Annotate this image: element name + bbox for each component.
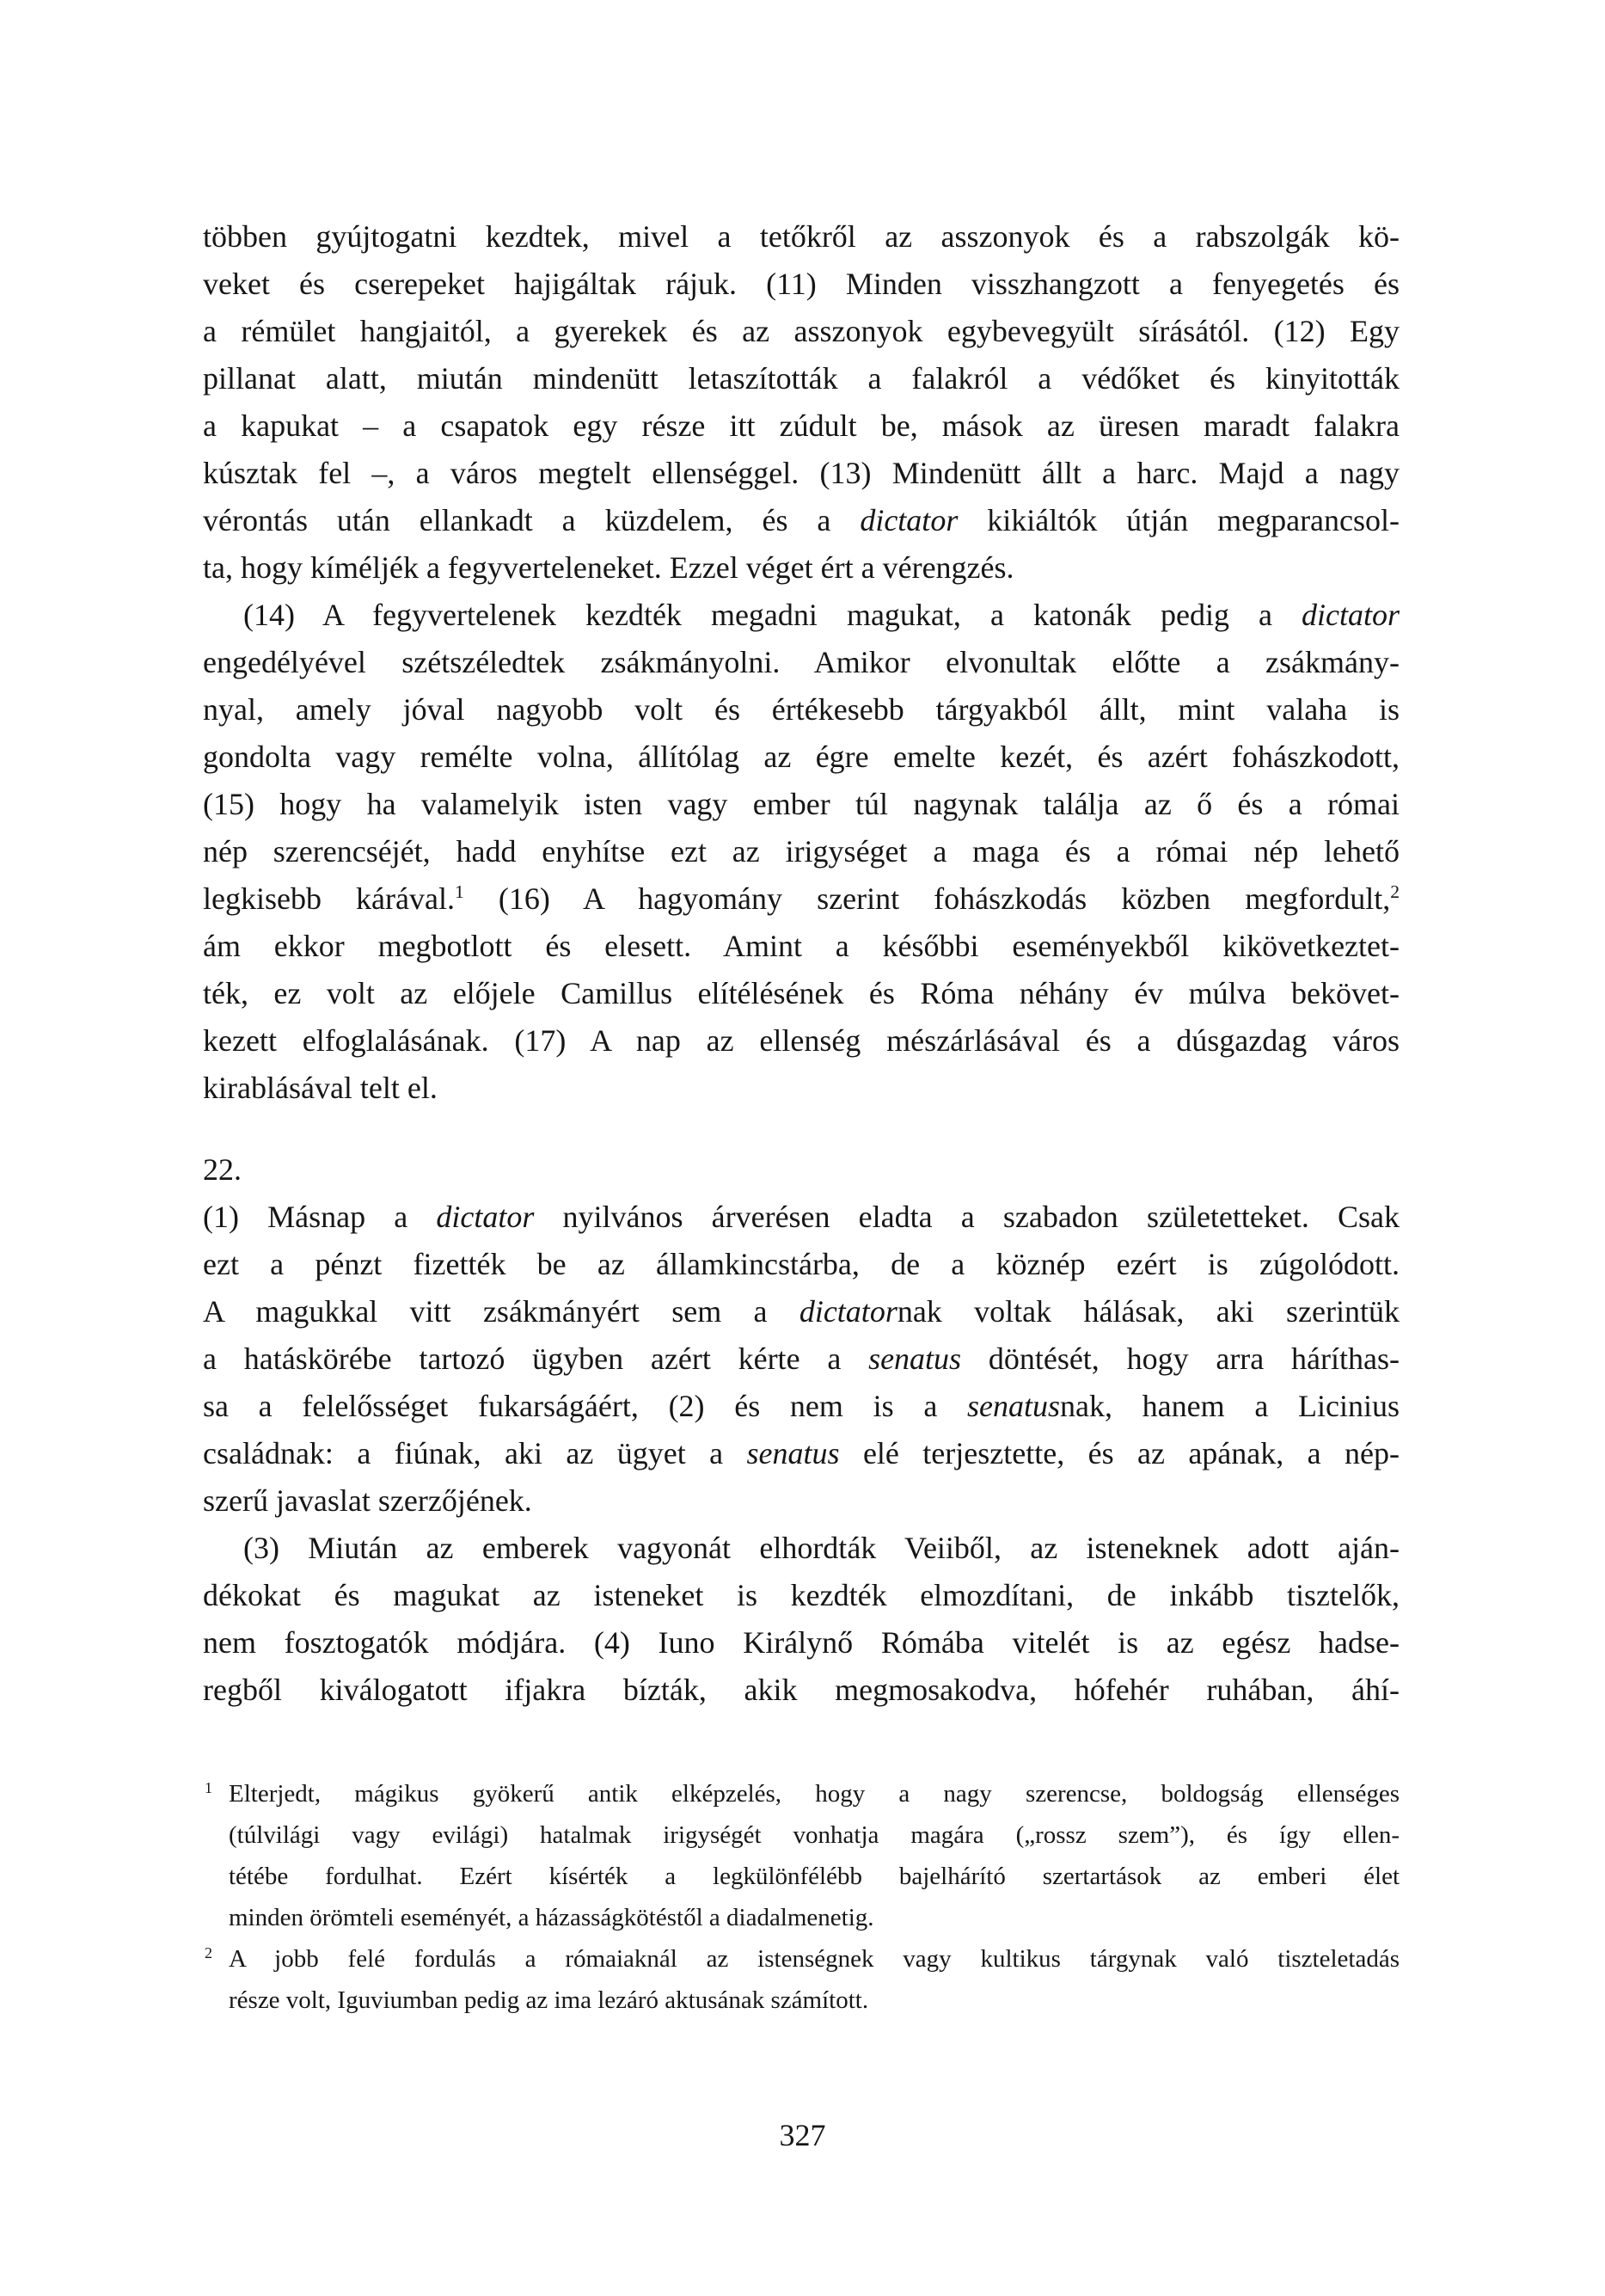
text-line	[203, 1572, 1400, 1619]
footnote-number: 2	[205, 1944, 212, 1961]
text-run: vérontás után ellankadt a küzdelem, és a	[203, 503, 861, 537]
italic-term: dictator	[1302, 598, 1400, 632]
footnote-reference: 1	[455, 881, 464, 902]
italic-term: senatus	[868, 1341, 962, 1376]
text-run: sa a felelősséget fukarságáért, (2) és nem is a	[203, 1389, 967, 1423]
footnote-number: 1	[205, 1779, 212, 1796]
footnotes-block	[203, 1773, 1400, 2021]
text-run: ta, hogy kíméljék a fegyverteleneket. Ezzel véget ért a vérengzés.	[203, 550, 1014, 585]
text-run: veket és cserepeket hajigáltak rájuk. (11) Minden visszhangzott a fenyegetés és	[203, 267, 1400, 301]
italic-term: dictator	[436, 1200, 535, 1234]
text-run: nak, hanem a Licinius	[1060, 1389, 1400, 1423]
text-run: pillanat alatt, miután mindenütt letaszították a falakról a védőket és kinyitották	[203, 361, 1400, 396]
text-line	[203, 308, 1400, 355]
footnote	[203, 1938, 1400, 2021]
text-run: gondolta vagy remélte volna, állítólag az égre emelte kezét, és azért fohászkodott,	[203, 740, 1400, 774]
text-run: nyal, amely jóval nagyobb volt és értékesebb tárgyakból állt, mint valaha is	[203, 692, 1400, 727]
text-run: A magukkal vitt zsákmányért sem a	[203, 1294, 799, 1329]
text-run: többen gyújtogatni kezdtek, mivel a tetőkről az asszonyok és a rabszolgák kö-	[203, 219, 1400, 254]
text-line	[203, 734, 1400, 781]
text-run: regből kiválogatott ifjakra bízták, akik megmosakodva, hófehér ruhában, áhí-	[203, 1673, 1400, 1707]
text-line	[203, 1017, 1400, 1065]
text-line	[203, 1430, 1400, 1477]
text-run: döntését, hogy arra háríthas-	[961, 1341, 1400, 1376]
text-run: kezett elfoglalásának. (17) A nap az ellenség mészárlásával és a dúsgazdag város	[203, 1023, 1400, 1058]
text-line	[203, 1065, 1400, 1112]
text-run: (3) Miután az emberek vagyonát elhordták Veiiből, az isteneknek adott aján-	[243, 1531, 1400, 1565]
paragraph	[203, 1194, 1400, 1525]
text-run: családnak: a fiúnak, aki az ügyet a	[203, 1436, 747, 1470]
italic-term: senatus	[967, 1389, 1060, 1423]
text-run: kirablásával telt el.	[203, 1071, 438, 1105]
text-run: ték, ez volt az előjele Camillus elítélésének és Róma néhány év múlva bekövet-	[203, 976, 1400, 1010]
text-run: ezt a pénzt fizették be az államkincstárba, de a köznép ezért is zúgolódott.	[203, 1247, 1400, 1281]
text-run: Elterjedt, mágikus gyökerű antik elképzelés, hogy a nagy szerencse, boldogság ellenséges	[229, 1780, 1400, 1808]
text-run: nép szerencséjét, hadd enyhítse ezt az irigységet a maga és a római nép lehető	[203, 834, 1400, 869]
text-line	[229, 1856, 1400, 1897]
text-line	[203, 497, 1400, 544]
text-line	[203, 923, 1400, 970]
text-run: engedélyével szétszéledtek zsákmányolni. Amikor elvonultak előtte a zsákmány-	[203, 645, 1400, 679]
text-run: a rémület hangjaitól, a gyerekek és az asszonyok egybevegyült sírásától. (12) Egy	[203, 314, 1400, 348]
body-text-block	[203, 213, 1400, 1714]
text-line	[203, 686, 1400, 734]
text-line	[203, 1194, 1400, 1241]
paragraph	[203, 213, 1400, 592]
text-line	[203, 402, 1400, 450]
text-run: legkisebb kárával.	[203, 881, 455, 916]
text-line	[203, 1525, 1400, 1572]
text-run: a kapukat – a csapatok egy része itt zúdult be, mások az üresen maradt falakra	[203, 408, 1400, 443]
text-run: minden örömteli eseményét, a házasságkötéstől a diadalmenetig.	[229, 1904, 874, 1931]
text-line	[203, 261, 1400, 308]
text-line	[203, 1619, 1400, 1667]
text-run: (1) Másnap a	[203, 1200, 437, 1234]
text-run: szerű javaslat szerzőjének.	[203, 1483, 532, 1518]
text-run: nak voltak hálásak, aki szerintük	[897, 1294, 1400, 1329]
text-line	[203, 970, 1400, 1017]
text-run: A jobb felé fordulás a rómaiaknál az istenségnek vagy kultikus tárgynak való tiszteletadás	[229, 1945, 1400, 1973]
text-line	[203, 1335, 1400, 1383]
text-run: tétébe fordulhat. Ezért kísérték a legkülönfélébb bajelhárító szertartások az emberi élet	[229, 1863, 1400, 1890]
text-run: (túlvilági vagy evilági) hatalmak irigységét vonhatja magára („rossz szem”), és így ellen-	[229, 1821, 1400, 1849]
text-line	[203, 639, 1400, 686]
text-line	[229, 1773, 1400, 1814]
text-run: (14) A fegyvertelenek kezdték megadni magukat, a katonák pedig a	[243, 598, 1302, 632]
text-line	[203, 544, 1400, 592]
text-line	[203, 450, 1400, 497]
text-line	[203, 1288, 1400, 1335]
footnote-reference: 2	[1390, 881, 1400, 902]
text-run: ám ekkor megbotlott és elesett. Amint a későbbi eseményekből kikövetkeztet-	[203, 929, 1400, 963]
text-line	[203, 592, 1400, 639]
text-line	[203, 1667, 1400, 1714]
text-run: a hatáskörébe tartozó ügyben azért kérte a	[203, 1341, 869, 1376]
paragraph	[203, 1525, 1400, 1714]
text-line	[203, 213, 1400, 261]
text-run: nyilvános árverésen eladta a szabadon születetteket. Csak	[534, 1200, 1400, 1234]
text-line	[203, 355, 1400, 402]
text-run: kúsztak fel –, a város megtelt ellenséggel. (13) Mindenütt állt a harc. Majd a nagy	[203, 456, 1400, 490]
text-line	[229, 1814, 1400, 1856]
italic-term: dictator	[860, 503, 959, 537]
text-line	[203, 781, 1400, 828]
text-line	[229, 1897, 1400, 1938]
section-heading: 22.	[203, 1152, 242, 1187]
text-line	[229, 1938, 1400, 1980]
footnote	[203, 1773, 1400, 1938]
text-run: nem fosztogatók módjára. (4) Iuno Királynő Rómába vitelét is az egész hadse-	[203, 1625, 1400, 1660]
text-run: kikiáltók útján megparancsol-	[958, 503, 1400, 537]
text-line	[203, 1477, 1400, 1525]
text-line	[229, 1980, 1400, 2021]
page-number: 327	[779, 2118, 826, 2152]
text-run: (16) A hagyomány szerint fohászkodás közben megfordult,	[463, 881, 1391, 916]
text-line	[203, 1383, 1400, 1430]
text-line	[203, 875, 1400, 923]
text-run: része volt, Iguviumban pedig az ima lezáró aktusának számított.	[229, 1986, 869, 2014]
text-run: elé terjesztette, és az apának, a nép-	[839, 1436, 1400, 1470]
italic-term: senatus	[746, 1436, 840, 1470]
text-run: dékokat és magukat az isteneket is kezdték elmozdítani, de inkább tisztelők,	[203, 1578, 1400, 1612]
text-line	[203, 1241, 1400, 1288]
italic-term: dictator	[799, 1294, 897, 1329]
text-run: (15) hogy ha valamelyik isten vagy ember túl nagynak találja az ő és a római	[203, 787, 1400, 821]
text-line	[203, 828, 1400, 875]
paragraph	[203, 592, 1400, 1112]
